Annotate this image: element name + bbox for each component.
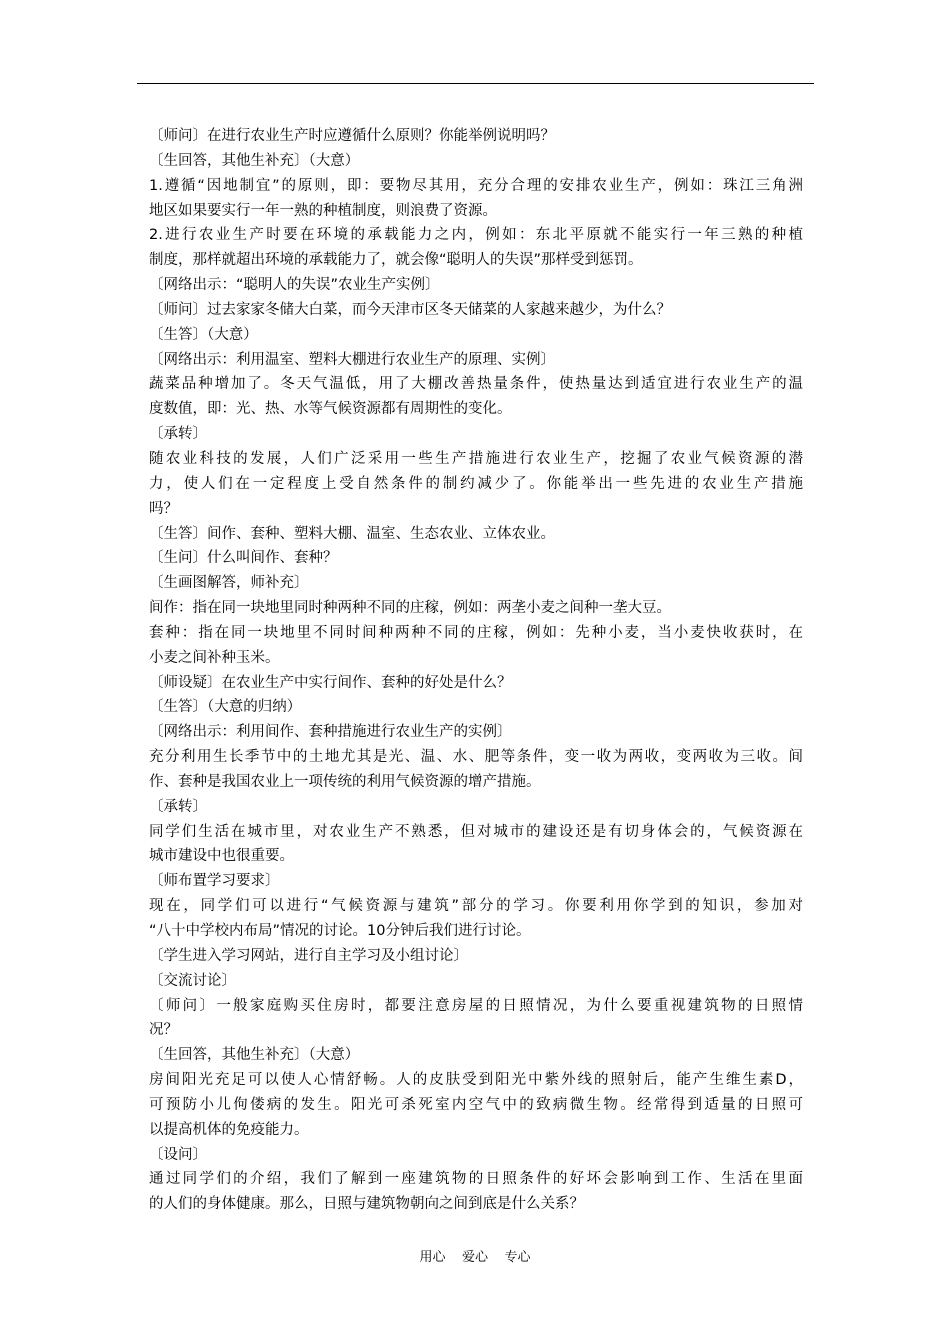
text-line: 〔生答〕（大意的归纳） [149, 699, 302, 716]
text-line: 力，使人们在一定程度上受自然条件的制约减少了。你能举出一些先进的农业生产措施 [149, 475, 803, 492]
text-line: 作、套种是我国农业上一项传统的利用气候资源的增产措施。 [149, 773, 541, 790]
text-line: 套种：指在同一块地里不同时间种两种不同的庄稼，例如：先种小麦，当小麦快收获时，在 [149, 624, 803, 641]
text-line: 〔生答〕（大意） [149, 326, 258, 343]
text-line: 〔交流讨论〕 [149, 972, 236, 989]
text-line: 度数值，即：光、热、水等气候资源都有周期性的变化。 [149, 401, 512, 418]
document-body [149, 124, 803, 1217]
text-line: 2.进行农业生产时要在环境的承载能力之内，例如：东北平原就不能实行一年三熟的种植 [149, 227, 803, 244]
page-footer: 用心 爱心 专心 [419, 1250, 531, 1265]
text-line: 可预防小儿佝偻病的发生。阳光可杀死室内空气中的致病微生物。经常得到适量的日照可 [149, 1096, 803, 1113]
text-line: “八十中学校内布局”情况的讨论。10分钟后我们进行讨论。 [149, 923, 531, 939]
text-line: 〔网络出示：利用温室、塑料大棚进行农业生产的原理、实例〕 [149, 351, 555, 368]
text-line: 〔师问〕一般家庭购买住房时，都要注意房屋的日照情况，为什么要重视建筑物的日照情 [149, 997, 803, 1014]
text-line: 同学们生活在城市里，对农业生产不熟悉，但对城市的建设还是有切身体会的，气候资源在 [149, 823, 803, 840]
text-line: 〔师问〕过去家家冬储大白菜，而今天津市区冬天储菜的人家越来越少，为什么？ [149, 301, 671, 318]
text-line: 1.遵循“因地制宜”的原则，即：要物尽其用，充分合理的安排农业生产，例如：珠江三角洲 [149, 177, 803, 194]
text-line: 吗？ [149, 500, 178, 517]
text-line: 〔网络出示：“聪明人的失误”农业生产实例〕 [149, 277, 440, 294]
text-line: 城市建设中也很重要。 [149, 848, 294, 865]
text-line: 间作：指在同一块地里同时种两种不同的庄稼，例如：两垄小麦之间种一垄大豆。 [149, 600, 671, 617]
text-line: 〔承转〕 [149, 426, 207, 443]
text-line: 〔师问〕在进行农业生产时应遵循什么原则？你能举例说明吗？ [149, 128, 555, 144]
text-line: 〔生问〕什么叫间作、套种？ [149, 550, 338, 567]
text-line: 〔师设疑〕在农业生产中实行间作、套种的好处是什么？ [149, 674, 512, 691]
text-line: 〔生回答，其他生补充〕（大意） [149, 1047, 360, 1064]
text-line: 〔生回答，其他生补充〕（大意） [149, 152, 360, 169]
text-line: 充分利用生长季节中的土地尤其是光、温、水、肥等条件，变一收为两收，变两收为三收。间 [149, 749, 803, 766]
text-line: 随农业科技的发展，人们广泛采用一些生产措施进行农业生产，挖掘了农业气候资源的潜 [149, 450, 803, 467]
text-line: 小麦之间补种玉米。 [149, 649, 280, 666]
header-rule [137, 83, 814, 84]
text-line: 〔网络出示：利用间作、套种措施进行农业生产的实例〕 [149, 724, 512, 741]
text-line: 通过同学们的介绍，我们了解到一座建筑物的日照条件的好坏会影响到工作、生活在里面 [149, 1171, 803, 1188]
text-line: 房间阳光充足可以使人心情舒畅。人的皮肤受到阳光中紫外线的照射后，能产生维生素D， [149, 1072, 803, 1089]
text-line: 地区如果要实行一年一熟的种植制度，则浪费了资源。 [149, 202, 497, 219]
text-line: 以提高机体的免疫能力。 [149, 1121, 309, 1138]
text-line: 制度，那样就超出环境的承载能力了，就会像“聪明人的失误”那样受到惩罚。 [149, 252, 643, 269]
text-line: 〔师布置学习要求〕 [149, 873, 280, 890]
text-line: 况？ [149, 1022, 178, 1039]
text-line: 〔生答〕间作、套种、塑料大棚、温室、生态农业、立体农业。 [149, 525, 555, 542]
text-line: 现在，同学们可以进行“气候资源与建筑”部分的学习。你要利用你学到的知识，参加对 [149, 898, 803, 915]
text-line: 的人们的身体健康。那么，日照与建筑物朝向之间到底是什么关系？ [149, 1196, 584, 1213]
text-line: 〔设问〕 [149, 1146, 207, 1163]
text-line: 蔬菜品种增加了。冬天气温低，用了大棚改善热量条件，使热量达到适宜进行农业生产的温 [149, 376, 803, 393]
text-line: 〔承转〕 [149, 798, 207, 815]
text-line: 〔学生进入学习网站，进行自主学习及小组讨论〕 [149, 947, 468, 964]
text-line: 〔生画图解答，师补充〕 [149, 575, 309, 592]
